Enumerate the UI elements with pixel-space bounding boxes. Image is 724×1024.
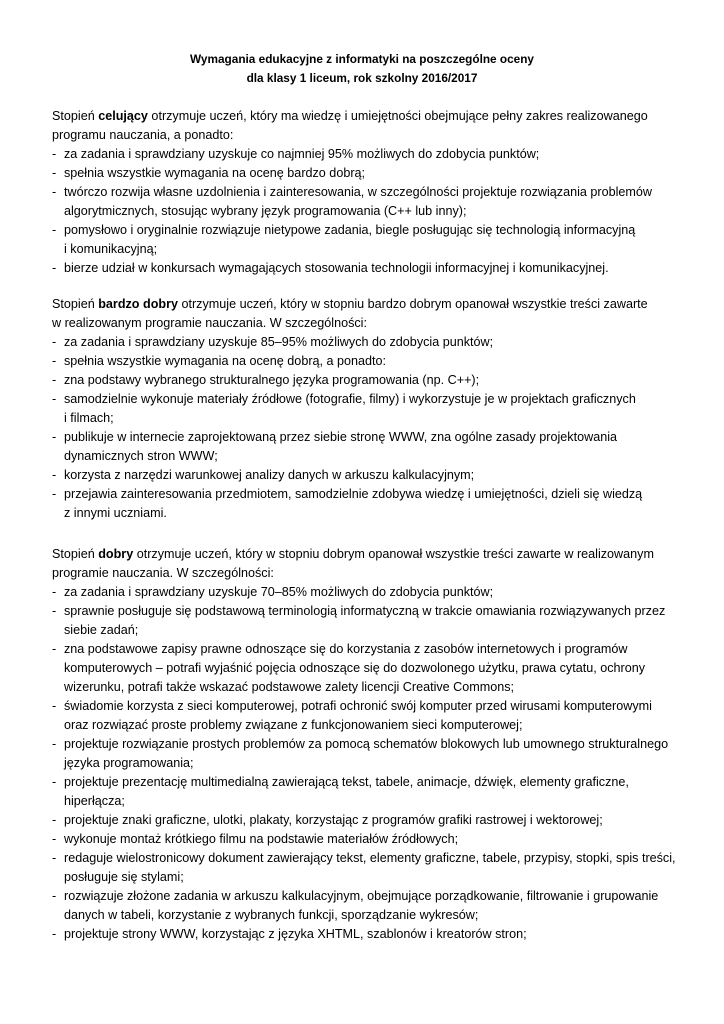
bullet-dash: - [52,699,57,713]
bullet-dash: - [52,775,57,789]
section-intro-line-1 [52,545,654,564]
list-item-text: przejawia zainteresowania przedmiotem, samodzielnie zdobywa wiedzę i umiejętności, dzieli się wiedzą [64,487,643,501]
section-intro-line-2: programu nauczania, a ponadto: [52,128,234,142]
list-item-text: zna podstawowe zapisy prawne odnoszące się do korzystania z zasobów internetowych i programów [64,642,628,656]
list-item-text: oraz rozwiązać proste problemy związane z funkcjonowaniem sieci komputerowej; [64,718,523,732]
list-item-text: projektuje prezentację multimedialną zawierającą tekst, tabele, animacje, dźwięk, elementy graficzne, [64,775,629,789]
grade-name: celujący [98,109,148,123]
bullet-dash: - [52,354,57,368]
bullet-dash: - [52,166,57,180]
bullet-dash: - [52,851,57,865]
list-item-text: pomysłowo i oryginalnie rozwiązuje nietypowe zadania, biegle posługując się technologią informacyjną [64,223,636,237]
list-item-text: rozwiązuje złożone zadania w arkuszu kalkulacyjnym, obejmujące porządkowanie, filtrowanie i grupowanie [64,889,659,903]
list-item-text: i filmach; [64,411,114,425]
grade-name: dobry [98,547,134,561]
list-item-text: hiperłącza; [64,794,125,808]
section-intro-line-2: programie nauczania. W szczególności: [52,566,274,580]
bullet-dash: - [52,185,57,199]
bullet-dash: - [52,813,57,827]
bullet-dash: - [52,147,57,161]
list-item-text: danych w tabeli, korzystanie z wybranych funkcji, sporządzanie wykresów; [64,908,479,922]
list-item-text: siebie zadań; [64,623,139,637]
list-item-text: i komunikacyjną; [64,242,158,256]
intro-text: otrzymuje uczeń, który w stopniu dobrym opanował wszystkie treści zawarte w realizowanym [133,547,654,561]
list-item-text: za zadania i sprawdziany uzyskuje co najmniej 95% możliwych do zdobycia punktów; [64,147,540,161]
intro-text: otrzymuje uczeń, który ma wiedzę i umiejętności obejmujące pełny zakres realizowanego [147,109,648,123]
section-intro-line-1 [52,295,648,314]
list-item-text: za zadania i sprawdziany uzyskuje 85–95% możliwych do zdobycia punktów; [64,335,494,349]
bullet-dash: - [52,889,57,903]
list-item-text: bierze udział w konkursach wymagających stosowania technologii informacyjnej i komunikacyjnej. [64,261,609,275]
list-item-text: zna podstawy wybranego strukturalnego języka programowania (np. C++); [64,373,480,387]
bullet-dash: - [52,927,57,941]
list-item-text: komputerowych – potrafi wyjaśnić pojęcia odnoszące się do dozwolonego użytku, prawa cytatu, ochrony [64,661,646,675]
list-item-text: projektuje znaki graficzne, ulotki, plakaty, korzystając z programów grafiki rastrowej i wektorowej; [64,813,603,827]
document-title-line-2: dla klasy 1 liceum, rok szkolny 2016/2017 [246,71,478,85]
list-item-text: korzysta z narzędzi warunkowej analizy danych w arkuszu kalkulacyjnym; [64,468,475,482]
bullet-dash: - [52,373,57,387]
list-item-text: projektuje strony WWW, korzystając z języka XHTML, szablonów i kreatorów stron; [64,927,527,941]
list-item-text: języka programowania; [64,756,194,770]
list-item-text: wykonuje montaż krótkiego filmu na podstawie materiałów źródłowych; [64,832,459,846]
list-item-text: samodzielnie wykonuje materiały źródłowe (fotografie, filmy) i wykorzystuje je w projektach graficznych [64,392,636,406]
list-item-text: projektuje rozwiązanie prostych problemów za pomocą schematów blokowych lub umownego strukturalnego [64,737,669,751]
bullet-dash: - [52,585,57,599]
intro-prefix: Stopień [52,547,99,561]
bullet-dash: - [52,430,57,444]
list-item-text: algorytmicznych, stosując wybrany język programowania (C++ lub inny); [64,204,467,218]
bullet-dash: - [52,392,57,406]
list-item-text: z innymi uczniami. [64,506,167,520]
bullet-dash: - [52,335,57,349]
list-item-text: posługuje się stylami; [64,870,184,884]
intro-text: otrzymuje uczeń, który w stopniu bardzo dobrym opanował wszystkie treści zawarte [177,297,648,311]
intro-prefix: Stopień [52,109,99,123]
list-item-text: publikuje w internecie zaprojektowaną przez siebie stronę WWW, zna ogólne zasady projektowania [64,430,618,444]
bullet-dash: - [52,468,57,482]
list-item-text: świadomie korzysta z sieci komputerowej, potrafi ochronić swój komputer przed wirusami komputerowymi [64,699,652,713]
bullet-dash: - [52,223,57,237]
list-item-text: dynamicznych stron WWW; [64,449,218,463]
grade-name: bardzo dobry [98,297,178,311]
list-item-text: wizerunku, potrafi także wskazać podstawowe zalety licencji Creative Commons; [64,680,515,694]
bullet-dash: - [52,737,57,751]
list-item-text: redaguje wielostronicowy dokument zawierający tekst, elementy graficzne, tabele, przypisy, stopki, spis treści, [64,851,676,865]
list-item-text: twórczo rozwija własne uzdolnienia i zainteresowania, w szczególności projektuje rozwiązania problemów [64,185,652,199]
bullet-dash: - [52,487,57,501]
list-item-text: za zadania i sprawdziany uzyskuje 70–85% możliwych do zdobycia punktów; [64,585,494,599]
section-intro-line-2: w realizowanym programie nauczania. W szczególności: [52,316,367,330]
bullet-dash: - [52,604,57,618]
list-item-text: spełnia wszystkie wymagania na ocenę dobrą, a ponadto: [64,354,387,368]
document-title-line-1: Wymagania edukacyjne z informatyki na poszczególne oceny [190,52,534,66]
bullet-dash: - [52,832,57,846]
list-item-text: sprawnie posługuje się podstawową terminologią informatyczną w trakcie omawiania rozwiązywanych przez [64,604,666,618]
bullet-dash: - [52,261,57,275]
section-intro-line-1 [52,107,648,126]
list-item-text: spełnia wszystkie wymagania na ocenę bardzo dobrą; [64,166,366,180]
intro-prefix: Stopień [52,297,99,311]
bullet-dash: - [52,642,57,656]
